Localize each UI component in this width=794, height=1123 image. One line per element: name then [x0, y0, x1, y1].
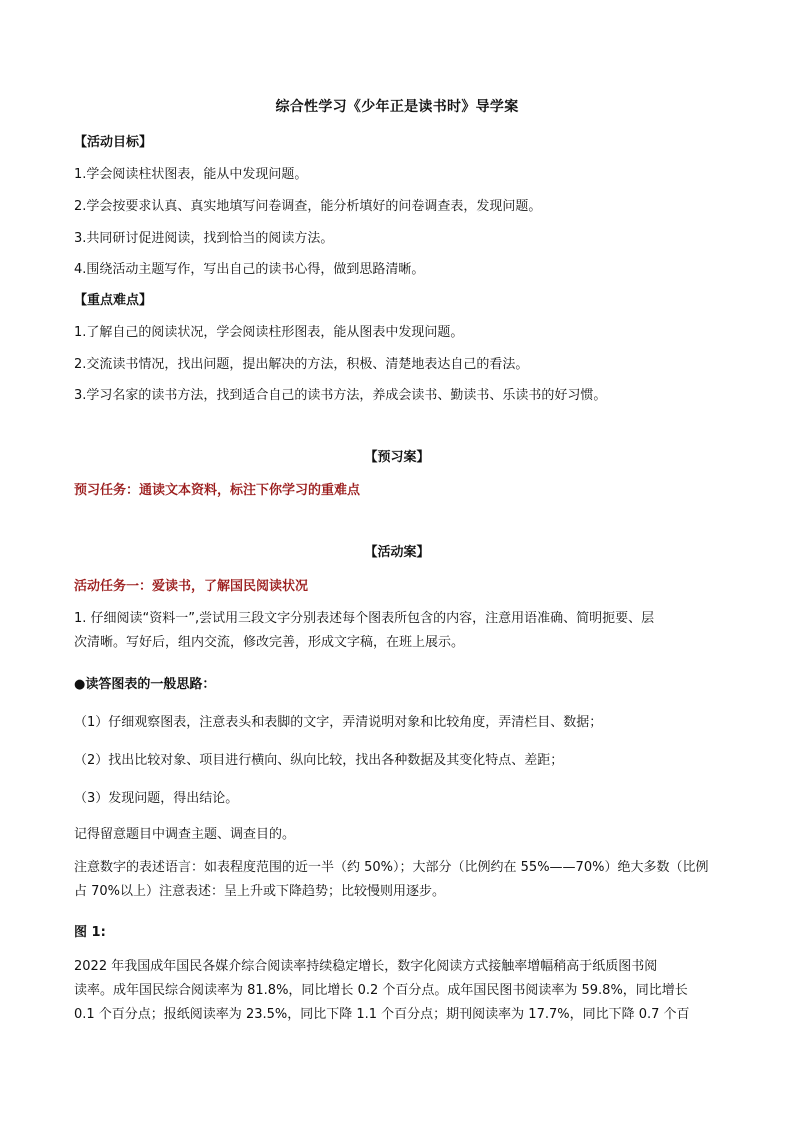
preview-task: 预习任务：通读文本资料，标注下你学习的重难点: [74, 483, 361, 498]
objectives-heading: 【活动目标】: [74, 135, 153, 150]
key-point-item: 3.学习名家的读书方法，找到适合自己的读书方法，养成会读书、勤读书、乐读书的好习惯。: [74, 388, 607, 403]
reminder-text: 记得留意题目中调查主题、调查目的。: [74, 827, 296, 842]
note-paragraph: [74, 856, 724, 904]
instruction-line: 次清晰。写好后，组内交流，修改完善，形成文字稿，在班上展示。: [74, 635, 465, 650]
objective-item: 2.学会按要求认真、真实地填写问卷调查，能分析填好的问卷调查表，发现问题。: [74, 199, 542, 214]
method-step: （1）仔细观察图表，注意表头和表脚的文字，弄清说明对象和比较角度，弄清栏目、数据；: [74, 715, 603, 730]
activity-task-one: 活动任务一：爱读书，了解国民阅读状况: [74, 579, 309, 594]
method-step: （2）找出比较对象、项目进行横向、纵向比较，找出各种数据及其变化特点、差距；: [74, 753, 564, 768]
method-heading: ●读答图表的一般思路：: [74, 677, 216, 692]
key-points-heading: 【重点难点】: [74, 293, 153, 308]
figure-label: 图 1:: [74, 925, 106, 940]
note-line: 占 70%以上）注意表述：呈上升或下降趋势；比较慢则用逐步。: [74, 884, 446, 899]
preview-heading: 【预习案】: [364, 450, 430, 465]
figure-line: 读率。成年国民综合阅读率为 81.8%，同比增长 0.2 个百分点。成年国民图书阅读率为 59.8%，同比增长: [74, 983, 688, 998]
note-line: 注意数字的表述语言：如表程度范围的近一半（约 50%）；大部分（比例约在 55%——70%）绝大多数（比例: [74, 860, 709, 875]
activity-heading: 【活动案】: [364, 545, 430, 560]
figure-paragraph: [74, 955, 724, 1027]
figure-line: 2022 年我国成年国民各媒介综合阅读率持续稳定增长，数字化阅读方式接触率增幅稍高于纸质图书阅: [74, 959, 658, 974]
objective-item: 3.共同研讨促进阅读，找到恰当的阅读方法。: [74, 231, 334, 246]
key-point-item: 2.交流读书情况，找出问题，提出解决的方法，积极、清楚地表达自己的看法。: [74, 357, 529, 372]
objective-item: 1.学会阅读柱状图表，能从中发现问题。: [74, 167, 308, 182]
key-point-item: 1.了解自己的阅读状况，学会阅读柱形图表，能从图表中发现问题。: [74, 325, 464, 340]
figure-line: 0.1 个百分点；报纸阅读率为 23.5%，同比下降 1.1 个百分点；期刊阅读率为 17.7%，同比下降 0.7 个百: [74, 1007, 690, 1022]
method-step: （3）发现问题，得出结论。: [74, 791, 239, 806]
page-title: 综合性学习《少年正是读书时》导学案: [275, 99, 519, 115]
instruction-paragraph: [74, 607, 724, 655]
instruction-line: 1. 仔细阅读“资料一”,尝试用三段文字分别表述每个图表所包含的内容，注意用语准确、简明扼要、层: [74, 611, 655, 626]
objective-item: 4.围绕活动主题写作，写出自己的读书心得，做到思路清晰。: [74, 262, 425, 277]
